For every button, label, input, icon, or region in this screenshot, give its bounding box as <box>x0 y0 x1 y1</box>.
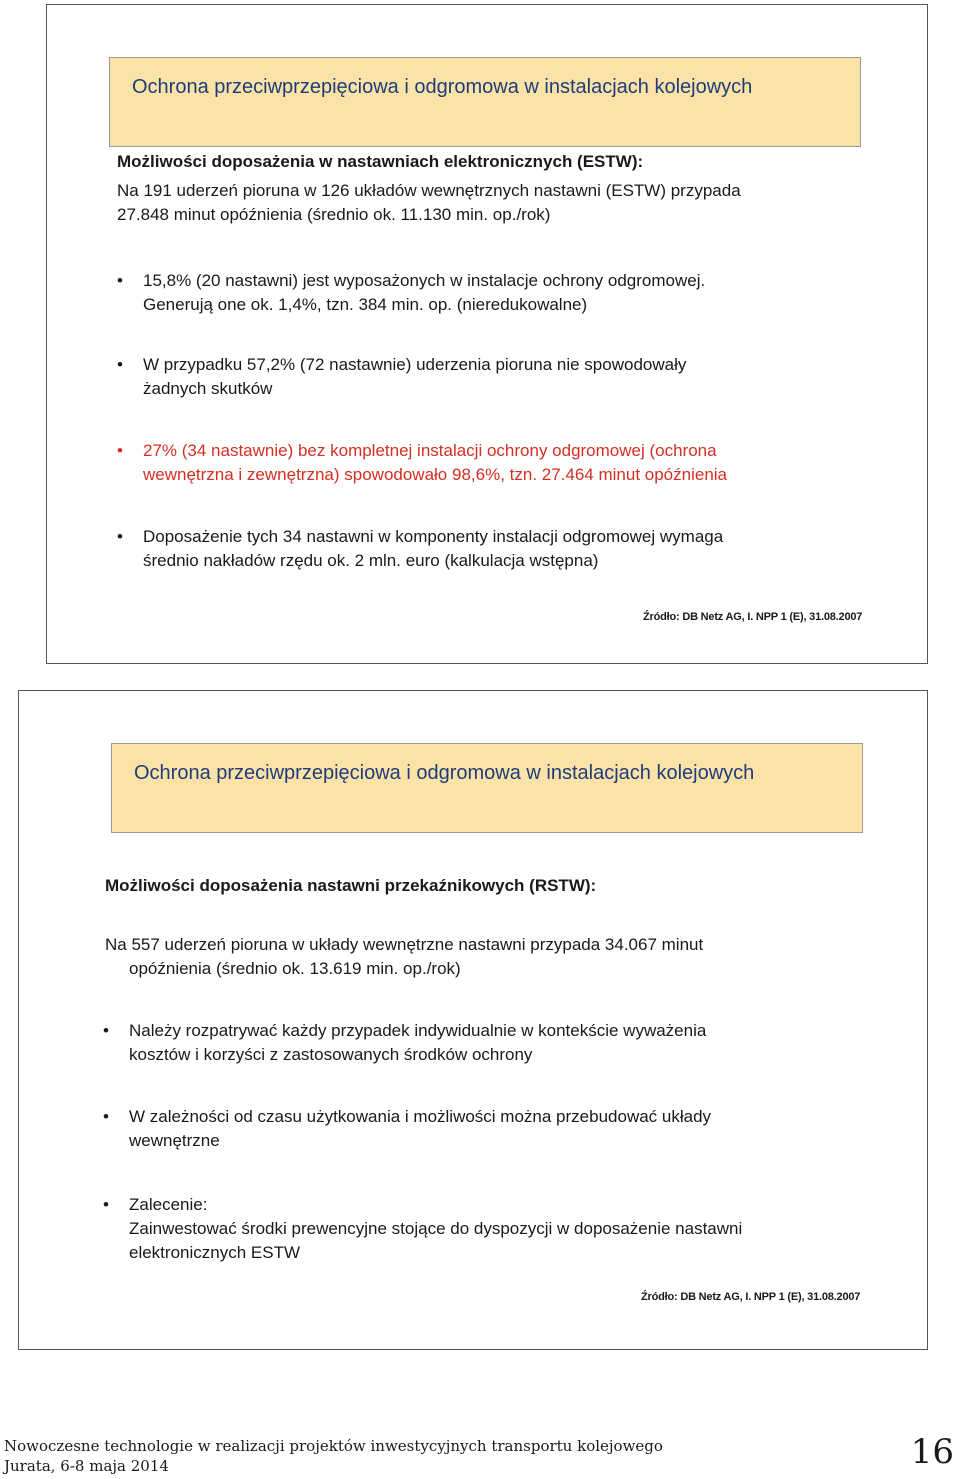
slide-2-bullet <box>103 1193 903 1267</box>
page-number: 16 <box>910 1432 954 1472</box>
slide-2-source: Źródło: DB Netz AG, I. NPP 1 (E), 31.08.2007 <box>641 1291 861 1303</box>
slide-1 <box>46 4 928 664</box>
bullet-dot-icon: • <box>103 1021 109 1040</box>
slide-1-intro-line-1: Na 191 uderzeń pioruna w 126 układów wewnętrznych nastawni (ESTW) przypada <box>117 181 741 200</box>
slide-1-bullet-4-line-1: Doposażenie tych 34 nastawni w komponenty instalacji odgromowej wymaga <box>143 527 724 546</box>
slide-2-intro-line-2: opóźnienia (średnio ok. 13.619 min. op./rok) <box>129 959 461 978</box>
bullet-dot-icon: • <box>103 1195 109 1214</box>
slide-1-bullet-2-line-2: żadnych skutków <box>143 379 273 398</box>
slide-2-intro-line-1: Na 557 uderzeń pioruna w układy wewnętrzne nastawni przypada 34.067 minut <box>105 935 704 954</box>
slide-1-title-box <box>109 57 861 147</box>
bullet-dot-icon: • <box>117 355 123 374</box>
slide-1-source: Źródło: DB Netz AG, I. NPP 1 (E), 31.08.2007 <box>643 611 863 623</box>
slide-2 <box>18 690 928 1350</box>
bullet-dot-icon: • <box>117 271 123 290</box>
slide-2-bullet-1-line-2: kosztów i korzyści z zastosowanych środków ochrony <box>129 1045 533 1064</box>
slide-1-bullet-3-line-1: 27% (34 nastawnie) bez kompletnej instalacji ochrony odgromowej (ochrona <box>143 441 717 460</box>
slide-2-bullet-1-line-1: Należy rozpatrywać każdy przypadek indywidualnie w kontekście wyważenia <box>129 1021 707 1040</box>
slide-2-bullet-2-line-2: wewnętrzne <box>129 1131 220 1150</box>
slide-1-bullet-4-line-2: średnio nakładów rzędu ok. 2 mln. euro (kalkulacja wstępna) <box>143 551 599 570</box>
slide-2-title-box <box>111 743 863 833</box>
slide-2-bullet-3-line-2: Zainwestować środki prewencyjne stojące do dyspozycji w doposażenie nastawni <box>129 1219 743 1238</box>
bullet-dot-icon: • <box>117 441 123 460</box>
slide-1-title: Ochrona przeciwprzepięciowa i odgromowa w instalacjach kolejowych <box>132 76 753 98</box>
slide-2-bullet-3-line-3: elektronicznych ESTW <box>129 1243 300 1262</box>
slide-1-heading: Możliwości doposażenia w nastawniach elektronicznych (ESTW): <box>117 152 644 171</box>
slide-2-heading: Możliwości doposażenia nastawni przekaźnikowych (RSTW): <box>105 876 597 895</box>
footer-title: Nowoczesne technologie w realizacji projektów inwestycyjnych transportu kolejowego <box>4 1437 663 1455</box>
bullet-dot-icon: • <box>117 527 123 546</box>
slide-1-bullet <box>117 269 897 319</box>
slide-1-bullet-1-line-2: Generują one ok. 1,4%, tzn. 384 min. op. (nieredukowalne) <box>143 295 588 314</box>
slide-1-bullet <box>117 525 897 575</box>
slide-1-bullet <box>117 353 897 403</box>
bullet-dot-icon: • <box>103 1107 109 1126</box>
slide-2-bullet <box>103 1105 903 1155</box>
slide-1-intro-line-2: 27.848 minut opóźnienia (średnio ok. 11.130 min. op./rok) <box>117 205 551 224</box>
slide-2-bullet <box>103 1019 903 1069</box>
slide-1-bullet-1-line-1: 15,8% (20 nastawni) jest wyposażonych w instalacje ochrony odgromowej. <box>143 271 706 290</box>
slide-1-bullet-2-line-1: W przypadku 57,2% (72 nastawnie) uderzenia pioruna nie spowodowały <box>143 355 687 374</box>
slide-1-bullet-3-line-2: wewnętrzna i zewnętrzna) spowodowało 98,6%, tzn. 27.464 minut opóźnienia <box>143 465 728 484</box>
slide-2-title: Ochrona przeciwprzepięciowa i odgromowa w instalacjach kolejowych <box>134 762 755 784</box>
slide-1-bullet-highlight <box>117 439 897 489</box>
footer-date: Jurata, 6-8 maja 2014 <box>4 1457 169 1475</box>
slide-2-bullet-2-line-1: W zależności od czasu użytkowania i możliwości można przebudować układy <box>129 1107 712 1126</box>
slide-2-bullet-3-line-1: Zalecenie: <box>129 1195 208 1214</box>
